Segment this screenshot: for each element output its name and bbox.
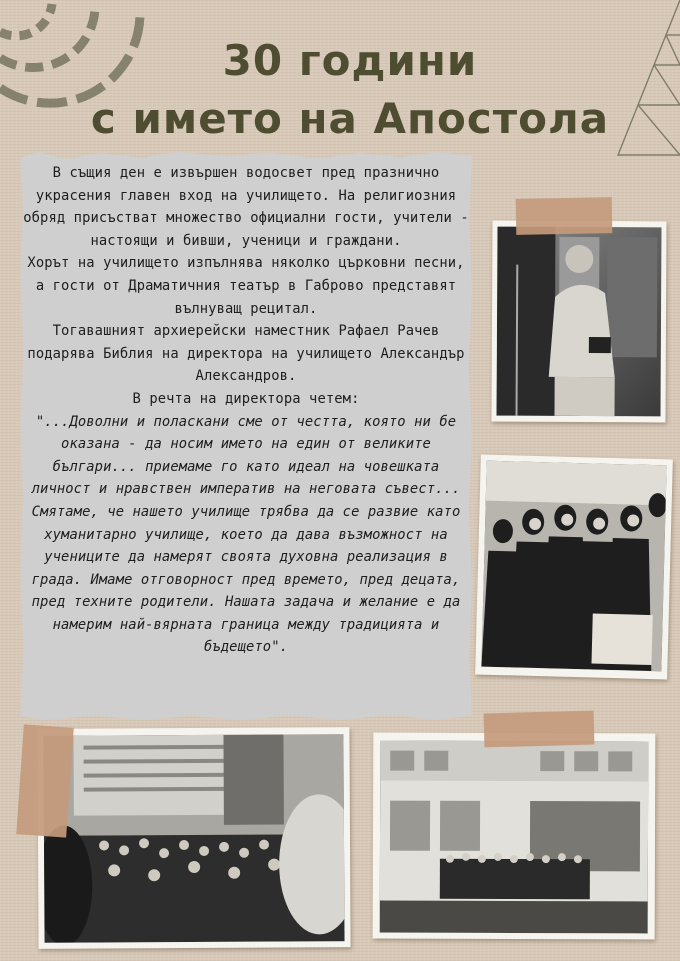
photo-school bbox=[380, 741, 649, 934]
director-speech-quote: "...Доволни и поласкани сме от честта, която ни бе оказана - да носим името на един от великите българи... приемаме го като идеал на човешката личност и нравствен императив на неговата съвест... Смятаме, че нашето училище трябва да се развие като хуманитарно училище, което да дава възможност на учениците да намерят своята духовна реализация в града. Имаме отговорност пред времето, пред децата, пред техните родители. Нашата задача и желание е да намерим най-вярната граница между традицията и бъдещето". bbox=[31, 413, 461, 656]
tape-speaker bbox=[516, 197, 613, 235]
photo-speaker bbox=[497, 227, 662, 417]
tape-crowd bbox=[16, 724, 74, 837]
tape-school bbox=[484, 711, 595, 748]
photo-frame-crowd bbox=[37, 727, 350, 949]
photo-frame-speaker bbox=[491, 221, 666, 423]
paragraph-water-blessing: В същия ден е извършен водосвет пред празнично украсения главен вход на училището. На религиозния обряд присъстват множество официални гости, учители - настоящи и бивши, ученици и граждани. bbox=[23, 165, 469, 249]
paragraph-choir: Хорът на училището изпълнява няколко църковни песни, а гости от Драматичния театър в Габрово представят вълнуващ рецитал. bbox=[27, 255, 465, 317]
school-image bbox=[380, 741, 649, 934]
paragraph-speech-intro: В речта на директора четем: bbox=[132, 390, 360, 407]
photo-frame-school bbox=[373, 733, 656, 940]
speaker-image bbox=[497, 227, 662, 417]
photo-frame-choir bbox=[475, 455, 673, 680]
title-line-2: с името на Апостола bbox=[90, 94, 610, 143]
crowd-image bbox=[43, 734, 344, 943]
choir-image bbox=[481, 461, 666, 672]
photo-crowd bbox=[43, 734, 344, 943]
photo-choir bbox=[481, 461, 666, 672]
article-body bbox=[22, 162, 470, 659]
paragraph-bible-gift: Тогавашният архиерейски наместник Рафаел Рачев подарява Библия на директора на училището Александър Александров. bbox=[27, 323, 465, 385]
title-line-1: 30 години bbox=[222, 36, 478, 85]
page-title bbox=[60, 32, 640, 148]
